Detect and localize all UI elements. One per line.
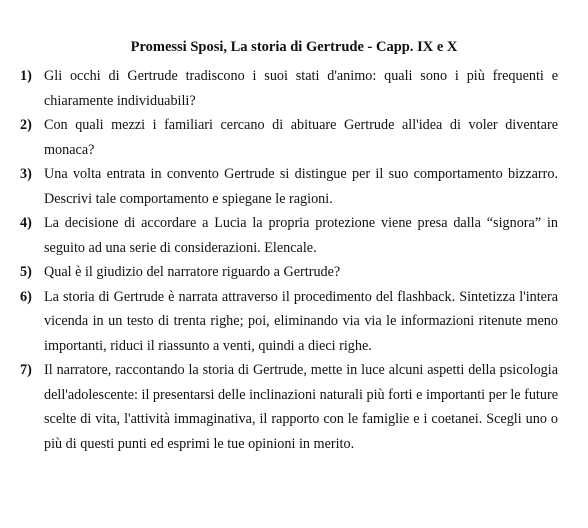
page-title: Promessi Sposi, La storia di Gertrude - Capp. IX e X xyxy=(130,39,458,55)
question-text: Qual è il giudizio del narratore riguardo a Gertrude? xyxy=(44,264,341,280)
question-number: 1) xyxy=(20,68,32,84)
question-item xyxy=(20,162,558,211)
question-item xyxy=(20,113,558,162)
question-text: La decisione di accordare a Lucia la propria protezione viene presa dalla “signora” in seguito ad una serie di considerazioni. Elencale. xyxy=(44,215,558,256)
question-number: 2) xyxy=(20,117,32,133)
question-item xyxy=(20,285,558,359)
question-number: 4) xyxy=(20,215,32,231)
question-number: 3) xyxy=(20,166,32,182)
question-list xyxy=(20,64,558,456)
question-text: La storia di Gertrude è narrata attraverso il procedimento del flashback. Sintetizza l'intera vicenda in un testo di trenta righe; poi, eliminando via via le informazioni ritenute meno importanti, riduci il riassunto a venti, quindi a dieci righe. xyxy=(44,288,558,354)
question-number: 7) xyxy=(20,362,32,378)
question-text: Una volta entrata in convento Gertrude si distingue per il suo comportamento bizzarro. Descrivi tale comportamento e spiegane le ragioni. xyxy=(44,166,558,207)
question-text: Con quali mezzi i familiari cercano di abituare Gertrude all'idea di voler diventare monaca? xyxy=(44,117,558,158)
question-number: 6) xyxy=(20,288,32,305)
question-item xyxy=(20,260,558,285)
question-item xyxy=(20,211,558,260)
question-number: 5) xyxy=(20,264,32,280)
question-item xyxy=(20,64,558,113)
question-text: Il narratore, raccontando la storia di Gertrude, mette in luce alcuni aspetti della psicologia dell'adolescente: il presentarsi delle inclinazioni naturali più forti e importanti per le future scelte di vita, l'attività immaginativa, il rapporto con le famiglie e i coetanei. Scegli uno o più di questi punti ed esprimi le tue opinioni in merito. xyxy=(44,362,558,452)
question-text: Gli occhi di Gertrude tradiscono i suoi stati d'animo: quali sono i più frequenti e chiaramente individuabili? xyxy=(44,68,558,109)
question-item xyxy=(20,358,558,456)
